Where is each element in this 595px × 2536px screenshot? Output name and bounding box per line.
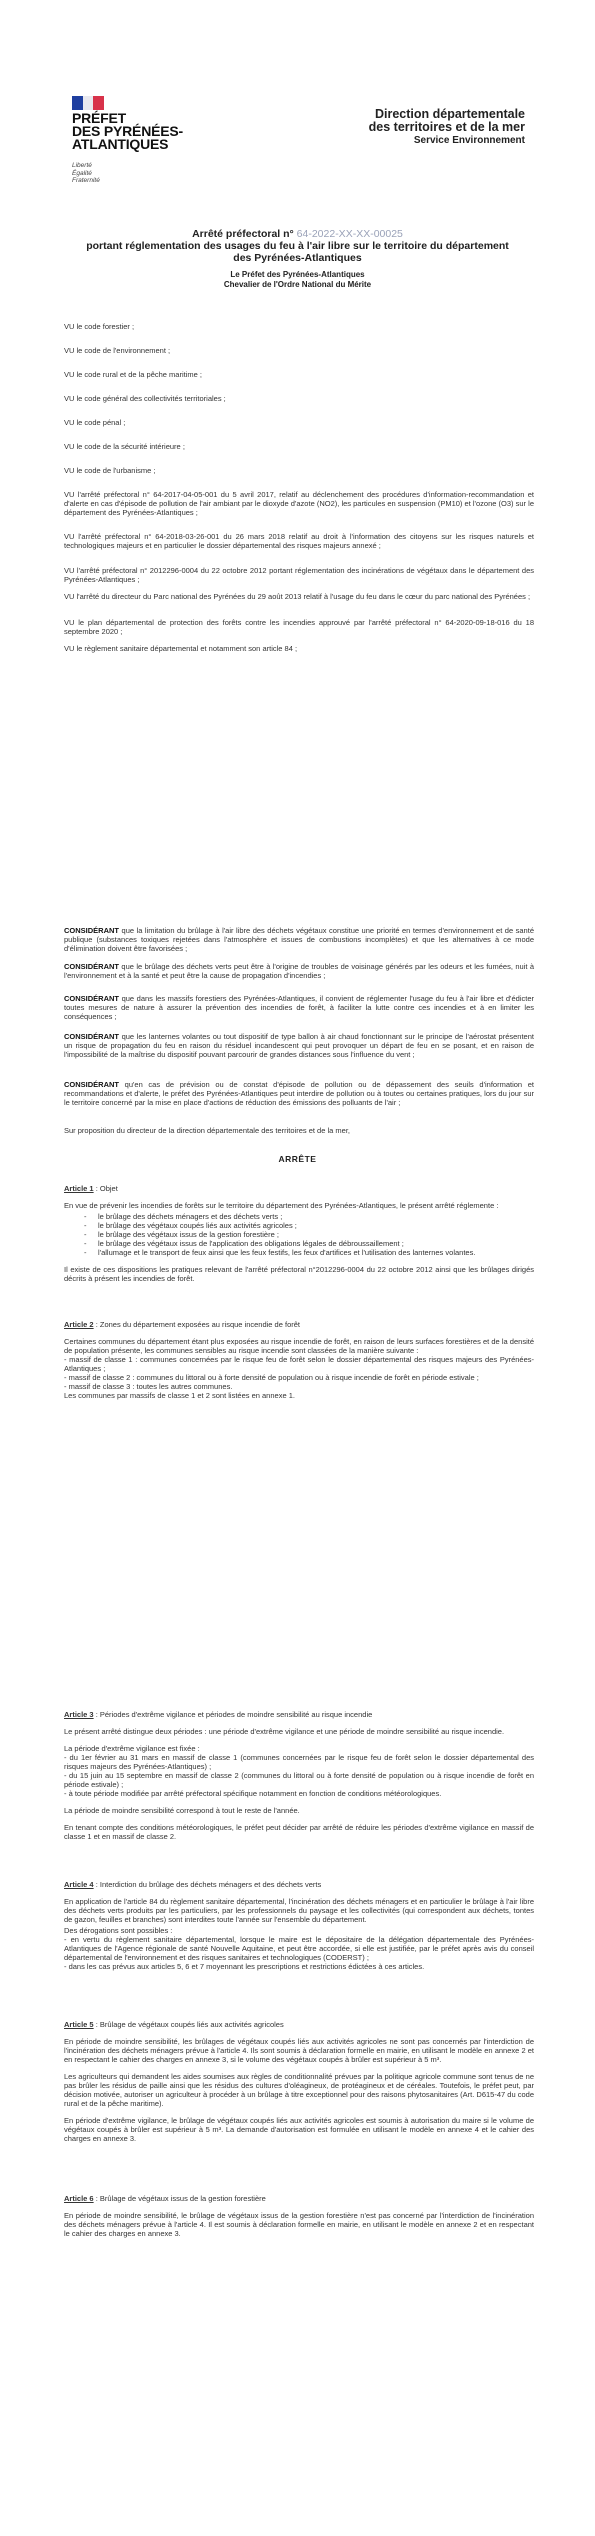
article-4: Article 4 : Interdiction du brûlage des déchets ménagers et des déchets verts En application de l'article 84 du règlement sanitaire départemental, l'incinération des déchets ménagers et en particulier le brûlage à l'air libre des déchets verts produits par les particuliers, par les professionnels du paysage et les collectivités (qui correspondent aux déchets, tontes de gazon, feuilles et branches) sont interdites toute l'année sur l'ensemble du département. Des dérogations sont possibles : - en vertu du règlement sanitaire départemental, lorsque le maire est le dépositaire de la délégation départementale des Pyrénées-Atlantiques de l'Agence régionale de santé Nouvelle Aquitaine, et peut être accordée, si elle est justifiée, par le préfet après avis du conseil départemental de l'environnement et des risques sanitaires et technologiques (CODERST) ; - dans les cas prévus aux articles 5, 6 et 7 moyennant les prescriptions et restrictions édictées à ces articles. — [64, 1880, 534, 1971]
vu-item: VU le code de l'urbanisme ; — [64, 466, 156, 475]
vu-paragraph: VU l'arrêté préfectoral n° 64-2018-03-26-001 du 26 mars 2018 relatif au droit à l'information des citoyens sur les risques naturels et technologiques majeurs et en particulier le dossier départemental des risques majeurs annexé ; — [64, 532, 534, 550]
vu-paragraph: VU l'arrêté préfectoral n° 64-2017-04-05-001 du 5 avril 2017, relatif au déclenchement des procédures d'information-recommandation et d'alerte en cas d'épisode de pollution de l'air ambiant par le dioxyde d'azote (NO2), les particules en suspension (PM10) et l'ozone (O3) sur le département des Pyrénées-Atlantiques ; — [64, 490, 534, 517]
article-2: Article 2 : Zones du département exposées au risque incendie de forêt Certaines communes du département étant plus exposées au risque incendie de forêt, en raison de leurs surfaces forestières et de la densité de population présente, les communes sensibles au risque incendie sont classées de la manière suivante : - massif de classe 1 : communes concernées par le risque feu de forêt selon le dossier départemental des risques majeurs des Pyrénées-Atlantiques ; - massif de classe 2 : communes du littoral ou à forte densité de population ou à risque incendie de forêt en période estivale ; - massif de classe 3 : toutes les autres communes. Les communes par massifs de classe 1 et 2 sont listées en annexe 1. — [64, 1320, 534, 1400]
vu-paragraph: VU le règlement sanitaire départemental et notamment son article 84 ; — [64, 644, 298, 653]
direction-header: Direction départementale des territoires et de la mer Service Environnement — [368, 107, 525, 146]
page-3 — [0, 1710, 595, 2536]
article-heading: Article 4 — [64, 1880, 94, 1889]
vu-paragraph: VU l'arrêté préfectoral n° 2012296-0004 du 22 octobre 2012 portant réglementation des incinérations de végétaux dans le département des Pyrénées-Atlantiques ; — [64, 566, 534, 584]
page-1 — [0, 0, 595, 910]
article-heading: Article 1 — [64, 1184, 94, 1193]
list-item: - le brûlage des végétaux coupés liés aux activités agricoles ; — [98, 1221, 534, 1230]
vu-item: VU le code forestier ; — [64, 322, 135, 331]
vu-item: VU le code de l'environnement ; — [64, 346, 171, 355]
tricolor-flag-icon — [72, 96, 104, 110]
devise: Liberté Égalité Fraternité — [72, 162, 100, 184]
list-item: - le brûlage des végétaux issus de l'application des obligations légales de débroussaillement ; — [98, 1239, 534, 1248]
article-1: Article 1 : Objet En vue de prévenir les incendies de forêts sur le territoire du département des Pyrénées-Atlantiques, le présent arrêté réglemente : - le brûlage des déchets ménagers et des déchets verts ; - le brûlage des végétaux coupés liés aux activités agricoles ; - le brûlage des végétaux issus de la gestion forestière ; - le brûlage des végétaux issus de l'application des obligations légales de débroussaillement ; - l'allumage et le transport de feux ainsi que les feux festifs, les feux d'artifices et l'utilisation des lanternes volantes. Il existe de ces dispositions les pratiques relevant de l'arrêté préfectoral n°2012296-0004 du 22 octobre 2012 ainsi que les brûlages dirigés décrits à présent les incendies de forêt. — [64, 1184, 534, 1283]
vu-paragraph: VU le plan départemental de protection des forêts contre les incendies approuvé par l'arrêté préfectoral n° 64-2020-09-18-016 du 18 septembre 2020 ; — [64, 618, 534, 636]
article-heading: Article 3 — [64, 1710, 94, 1719]
list-item: - l'allumage et le transport de feux ainsi que les feux festifs, les feux d'artifices et l'utilisation des lanternes volantes. — [98, 1248, 534, 1257]
vu-paragraph: VU l'arrêté du directeur du Parc national des Pyrénées du 29 août 2013 relatif à l'usage du feu dans le cœur du parc national des Pyrénées ; — [64, 592, 531, 601]
considerant-paragraph: CONSIDÉRANT que dans les massifs forestiers des Pyrénées-Atlantiques, il convient de réglementer l'usage du feu à l'air libre et d'édicter toutes mesures de nature à assurer la prévention des incendies de forêt, à faciliter la lutte contre ces incendies et à en limiter les conséquences ; — [64, 994, 534, 1021]
vu-item: VU le code rural et de la pêche maritime ; — [64, 370, 202, 379]
list-item: - le brûlage des déchets ménagers et des déchets verts ; — [98, 1212, 534, 1221]
vu-item: VU le code pénal ; — [64, 418, 126, 427]
article-6: Article 6 : Brûlage de végétaux issus de la gestion forestière En période de moindre sensibilité, le brûlage de végétaux issus de la gestion forestière n'est pas concerné par l'interdiction de l'incinération des déchets ménagers prévue à l'article 4. Il est soumis à déclaration formelle en mairie, en utilisant le modèle en annexe 2 et en respectant le cahier des charges en annexe 3. — [64, 2194, 534, 2238]
article-heading: Article 2 — [64, 1320, 94, 1329]
considerant-paragraph: CONSIDÉRANT que le brûlage des déchets verts peut être à l'origine de troubles de voisinage générés par les odeurs et les fumées, nuit à l'environnement et à la santé et peut être la cause de propagation d'incendies ; — [64, 962, 534, 980]
vu-item: VU le code de la sécurité intérieure ; — [64, 442, 185, 451]
vu-item: VU le code général des collectivités territoriales ; — [64, 394, 226, 403]
article-heading: Article 6 — [64, 2194, 94, 2203]
prefet-logo-text: PRÉFET DES PYRÉNÉES- ATLANTIQUES — [72, 110, 183, 152]
sur-proposition: Sur proposition du directeur de la direction départementale des territoires et de la mer, — [64, 1126, 350, 1135]
considerant-paragraph: CONSIDÉRANT que la limitation du brûlage à l'air libre des déchets végétaux constitue une priorité en termes d'environnement et de santé publique (substances toxiques rejetées dans l'atmosphère et issues de combustions incomplètes) et que les alternatives à ce mode d'élimination doivent être favorisées ; — [64, 926, 534, 953]
article-3: Article 3 : Périodes d'extrême vigilance et périodes de moindre sensibilité au risque incendie Le présent arrêté distingue deux périodes : une période d'extrême vigilance et une période de moindre sensibilité au risque incendie. La période d'extrême vigilance est fixée : - du 1er février au 31 mars en massif de classe 1 (communes concernées par le risque feu de forêt selon le dossier départemental des risques majeurs des Pyrénées-Atlantiques) ; - du 15 juin au 15 septembre en massif de classe 2 (communes du littoral ou à forte densité de population ou à risque incendie de forêt en période estivale) ; - à toute période modifiée par arrêté préfectoral spécifique notamment en fonction de conditions météorologiques. La période de moindre sensibilité correspond à tout le reste de l'année. En tenant compte des conditions météorologiques, le préfet peut décider par arrêté de réduire les périodes d'extrême vigilance en massif de classe 1 et en massif de classe 2. — [64, 1710, 534, 1841]
arrete-heading: ARRÊTE — [278, 1154, 317, 1164]
prefet-signature-block: Le Préfet des Pyrénées-Atlantiques Chevalier de l'Ordre National du Mérite — [223, 270, 372, 289]
arrete-number: 64-2022-XX-XX-00025 — [296, 228, 403, 240]
document-title: Arrêté préfectoral n° 64-2022-XX-XX-00025 portant réglementation des usages du feu à l'air libre sur le territoire du département des Pyrénées-Atlantiques — [86, 228, 509, 264]
list-item: - le brûlage des végétaux issus de la gestion forestière ; — [98, 1230, 534, 1239]
considerant-paragraph: CONSIDÉRANT qu'en cas de prévision ou de constat d'épisode de pollution ou de dépassement des seuils d'information et recommandations et d'alerte, le préfet des Pyrénées-Atlantiques peut interdire de pollution ou à toutes ou certaines pratiques, lors du jour sur le territoire concerné par la mise en place d'actions de réduction des émissions des polluants de l'air ; — [64, 1080, 534, 1107]
article-heading: Article 5 — [64, 2020, 94, 2029]
article-5: Article 5 : Brûlage de végétaux coupés liés aux activités agricoles En période de moindre sensibilité, les brûlages de végétaux coupés liés aux activités agricoles ne sont pas concernés par l'interdiction de l'incinération des déchets ménagers prévue à l'article 4. Ils sont soumis à déclaration formelle en mairie, en utilisant le modèle en annexe 2 et en respectant le cahier des charges en annexe 3, si le volume des végétaux coupés à brûler est supérieur à 5 m³. Les agriculteurs qui demandent les aides soumises aux règles de conditionnalité prévues par la politique agricole commune sont tenus de ne pas brûler les résidus de paille ainsi que les résidus des cultures d'oléagineux, de protéagineux et de céréales. Toutefois, le préfet peut, par décision motivée, autoriser un agriculteur à procéder à un brûlage à titre exceptionnel pour des raisons phytosanitaires (Art. D615-47 du code rural et de la pêche maritime). En période d'extrême vigilance, le brûlage de végétaux coupés liés aux activités agricoles est soumis à autorisation du maire si le volume de végétaux coupés à brûler est supérieur à 5 m³. La demande d'autorisation est formulée en utilisant le modèle en annexe 4 et le cahier des charges en annexe 3. — [64, 2020, 534, 2143]
considerant-paragraph: CONSIDÉRANT que les lanternes volantes ou tout dispositif de type ballon à air chaud fonctionnant sur le principe de l'aérostat présentent un risque de propagation du feu en raison du résiduel incandescent qui peut provoquer un départ de feu en se posant, et en raison de l'impossibilité de la maîtrise du dispositif pouvant parcourir de grandes distances sous l'influence du vent ; — [64, 1032, 534, 1059]
page-2 — [0, 910, 595, 1710]
